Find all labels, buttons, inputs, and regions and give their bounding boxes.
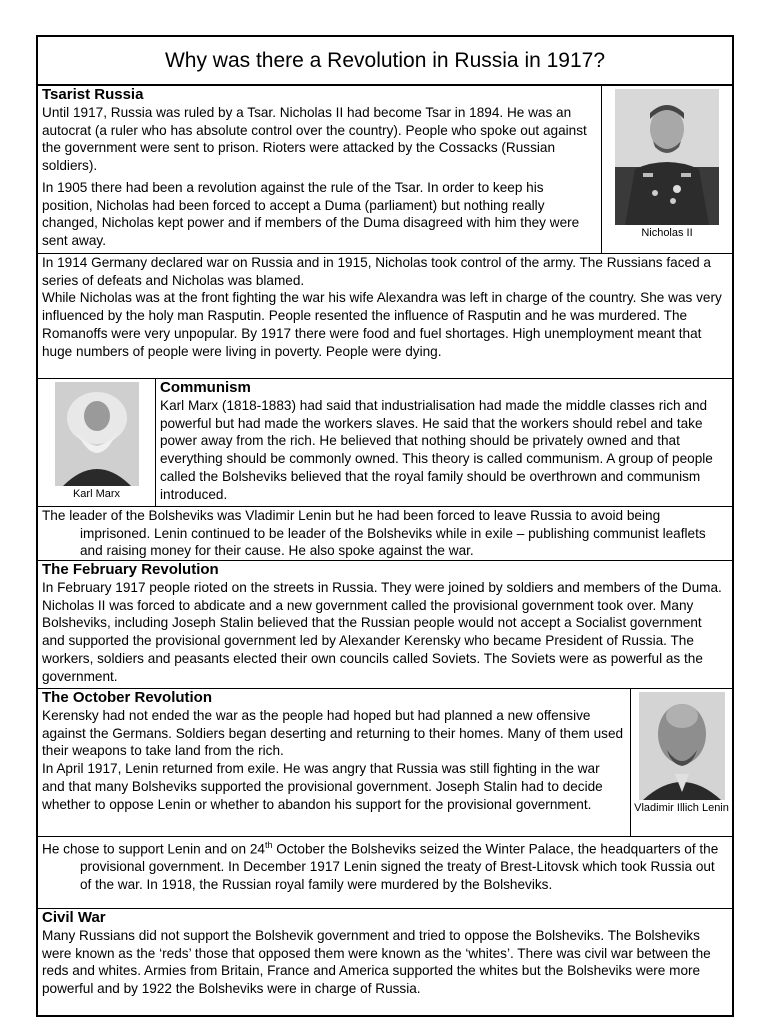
paragraph: In 1914 Germany declared war on Russia and in 1915, Nicholas took control of the army. The Russians faced a series of defeats and Nicholas was blamed. xyxy=(42,255,711,288)
section-heading: Tsarist Russia xyxy=(42,86,144,103)
section-heading: The October Revolution xyxy=(42,689,213,706)
section-heading: Civil War xyxy=(42,909,106,926)
paragraph: The leader of the Bolsheviks was Vladimir Lenin but he had been forced to leave Russia to avoid being imprisoned. Lenin continued to be leader of the Bolsheviks while in exile – publishing communist leaflets and raising money for their cause. He also spoke against the war. xyxy=(42,508,706,559)
photo-cell xyxy=(601,86,732,253)
section-civil-war xyxy=(38,909,732,1019)
section-tsarist-russia xyxy=(38,86,732,254)
photo-caption: Nicholas II xyxy=(641,227,693,239)
page-title: Why was there a Revolution in Russia in 1917? xyxy=(38,37,732,86)
paragraph: Until 1917, Russia was ruled by a Tsar. Nicholas II had become Tsar in 1894. He was an autocrat (a ruler who has absolute control over the country). People who spoke out against the government were sent to prison. Rioters were attacked by the Cossacks (Russian soldiers). xyxy=(42,105,587,174)
text-run: He chose to support Lenin and on 24 xyxy=(42,841,265,857)
photo-caption: Vladimir Illich Lenin xyxy=(634,802,729,814)
section-war xyxy=(38,254,732,379)
paragraph: Karl Marx (1818-1883) had said that industrialisation had made the middle classes rich and powerful but had made the workers slaves. He said that the workers should rebel and take power away from the rich. He believed that nothing should be privately owned and that everything should be commonly owned. This theory is called communism. A group of people called the Bolsheviks believed that the royal family should be overthrown and communism introduced. xyxy=(160,398,713,502)
paragraph: Kerensky had not ended the war as the people had hoped but had planned a new offensive against the Germans. Soldiers began deserting and returning to their homes. Many of them used their weapons to take land from the rich. xyxy=(42,708,624,759)
section-lenin-exile xyxy=(38,507,732,561)
lenin-portrait xyxy=(639,692,725,800)
section-winter-palace xyxy=(38,837,732,909)
section-october-revolution xyxy=(38,689,732,837)
paragraph xyxy=(42,837,728,894)
text-run: October the Bolsheviks seized the Winter Palace, the headquarters of the provisional government. In December 1917 Lenin signed the treaty of Brest-Litovsk which took Russia out of the war. In 1918, the Russian royal family were murdered by the Bolsheviks. xyxy=(80,841,719,892)
karl-marx-portrait xyxy=(55,382,139,486)
section-heading: Communism xyxy=(160,379,251,396)
ordinal-suffix: th xyxy=(264,840,273,850)
paragraph: While Nicholas was at the front fighting the war his wife Alexandra was left in charge of the country. She was very influenced by the holy man Rasputin. People resented the influence of Rasputin and he was murdered. The Romanoffs were very unpopular. By 1917 there were food and fuel shortages. High unemployment meant that huge numbers of people were living in poverty. People were dying. xyxy=(42,290,722,359)
photo-cell xyxy=(38,379,156,506)
photo-cell xyxy=(630,689,732,836)
paragraph: In April 1917, Lenin returned from exile. He was angry that Russia was still fighting in the war and that many Bolsheviks supported the provisional government. Joseph Stalin had to decide whether to oppose Lenin or whether to abandon his support for the provisional government. xyxy=(42,761,603,812)
section-communism xyxy=(38,379,732,507)
paragraph: In February 1917 people rioted on the streets in Russia. They were joined by soldiers and members of the Duma. Nicholas II was forced to abdicate and a new government called the provisional government took over. Many Bolsheviks, including Joseph Stalin believed that the Russian people would not accept a Socialist government and supported the provisional government led by Alexander Kerensky who became President of Russia. The workers, soldiers and peasants elected their own councils called Soviets. The Soviets were as powerful as the government. xyxy=(42,580,722,684)
paragraph: Many Russians did not support the Bolshevik government and tried to oppose the Bolsheviks. The Bolsheviks were known as the ‘reds’ those that opposed them were known as the ‘whites’. There was civil war between the reds and whites. Armies from Britain, France and America supported the whites but the Bolsheviks were more powerful and by 1922 the Bolsheviks were in charge of Russia. xyxy=(42,928,711,997)
section-heading: The February Revolution xyxy=(42,561,219,578)
paragraph: In 1905 there had been a revolution against the rule of the Tsar. In order to keep his position, Nicholas had been forced to accept a Duma (parliament) but nothing really changed, Nicholas kept power and if members of the Duma disagreed with him they were sent away. xyxy=(42,179,580,248)
photo-caption: Karl Marx xyxy=(72,488,121,500)
section-february-revolution xyxy=(38,561,732,689)
nicholas-ii-portrait xyxy=(615,89,719,225)
worksheet xyxy=(36,35,734,1017)
